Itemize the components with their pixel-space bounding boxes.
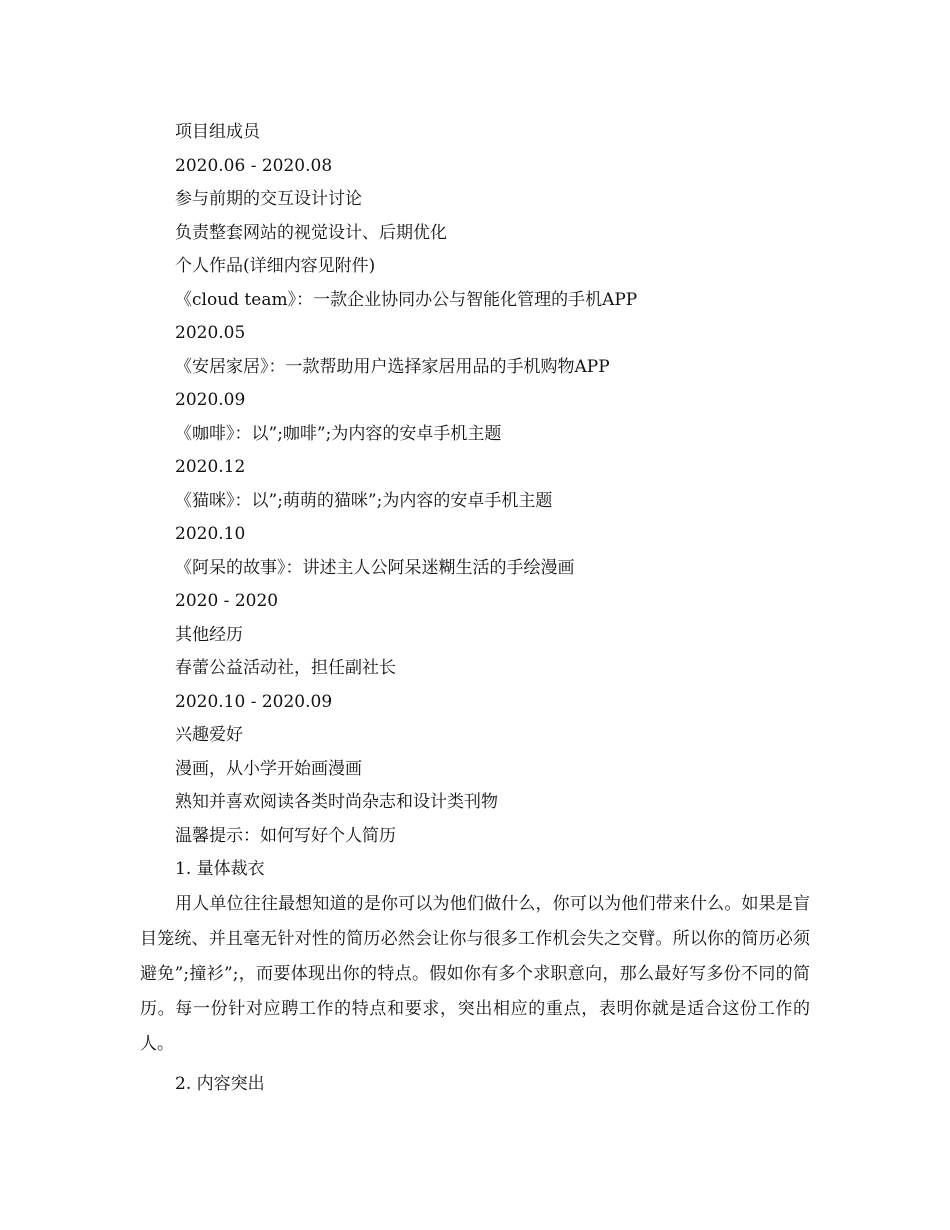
section-title-works: 个人作品(详细内容见附件) bbox=[175, 256, 376, 276]
section1-paragraph: 用人单位往往最想知道的是你可以为他们做什么，你可以为他们带来什么。如果是盲目笼统、并且毫无针对性的简历必然会让你与很多工作机会失之交臂。所以你的简历必须避免”;撞衫”;，而要体现出你的特点。假如你有多个求职意向，那么最好写多份不同的简历。每一份针对应聘工作的特点和要求，突出相应的重点，表明你就是适合这份工作的人。 bbox=[140, 893, 810, 1054]
tip-title: 温馨提示：如何写好个人简历 bbox=[175, 825, 396, 846]
experience-item: 春蕾公益活动社，担任副社长 bbox=[175, 658, 396, 678]
section-title-hobbies: 兴趣爱好 bbox=[175, 725, 243, 745]
work-date: 2020 - 2020 bbox=[175, 591, 279, 611]
section2-heading: 2. 内容突出 bbox=[175, 1073, 265, 1094]
section-title-other: 其他经历 bbox=[175, 624, 243, 645]
work-item: 《安居家居》：一款帮助用户选择家居用品的手机购物APP bbox=[175, 356, 610, 377]
document-content bbox=[140, 116, 820, 1101]
work-item: 《咖啡》：以”;咖啡”;为内容的安卓手机主题 bbox=[175, 423, 502, 444]
duty-item: 负责整套网站的视觉设计、后期优化 bbox=[175, 222, 447, 243]
work-date: 2020.05 bbox=[175, 323, 246, 343]
work-date: 2020.12 bbox=[175, 457, 246, 477]
work-item: 《cloud team》：一款企业协同办公与智能化管理的手机APP bbox=[175, 289, 638, 310]
work-item: 《猫咪》：以”;萌萌的猫咪”;为内容的安卓手机主题 bbox=[175, 490, 553, 511]
duty-item: 参与前期的交互设计讨论 bbox=[175, 189, 362, 209]
date-range: 2020.06 - 2020.08 bbox=[175, 155, 333, 176]
hobby-item: 漫画，从小学开始画漫画 bbox=[175, 758, 362, 779]
work-date: 2020.10 bbox=[175, 524, 246, 544]
role-title: 项目组成员 bbox=[175, 122, 260, 142]
work-item: 《阿呆的故事》：讲述主人公阿呆迷糊生活的手绘漫画 bbox=[175, 557, 575, 578]
date-range: 2020.10 - 2020.09 bbox=[175, 691, 333, 712]
hobby-item: 熟知并喜欢阅读各类时尚杂志和设计类刊物 bbox=[175, 792, 498, 812]
section1-heading: 1. 量体裁衣 bbox=[175, 859, 265, 879]
work-date: 2020.09 bbox=[175, 390, 246, 410]
